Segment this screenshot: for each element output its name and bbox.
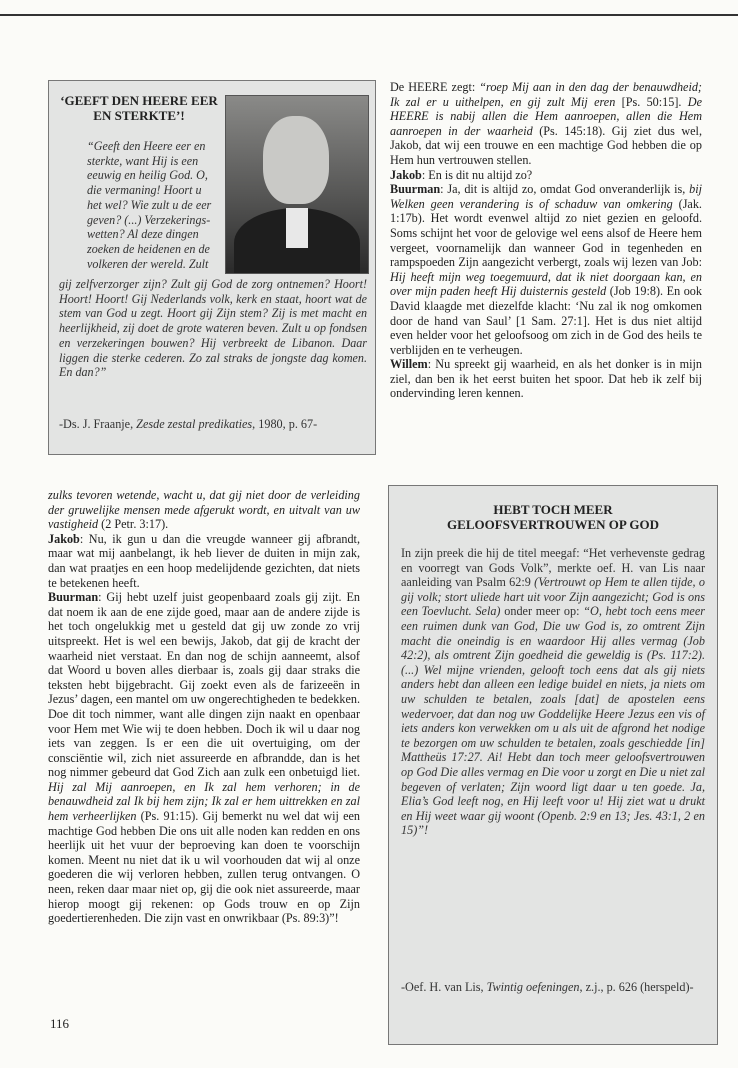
left-paragraph-jakob: Jakob: Nu, ik gun u dan die vreugde wanneer gij afbrandt, maar wat mij aanbelangt, ik heb liever de duiten in mijn zak, dan wat praatjes en een hoop medelijdende gezichten, dat niets te betekenen heeft. [48, 531, 360, 590]
quote-box-fraanje [48, 80, 376, 455]
right-paragraph-1: De HEERE zegt: “roep Mij aan in den dag der benauwdheid; Ik zal er u uithelpen, en gij zult Mij eren [Ps. 50:15]. De HEERE is nabij allen die Hem aanroepen, allen die Hem aanroepen in der waarheid (Ps. 145:18). Gij ziet dus wel, Jakob, dat wij een trouwe en een machtige God hebben die op Hem hun vertrouwen stellen. [390, 80, 702, 167]
box1-title: ‘GEEFT DEN HEERE EER EN STERKTE’! [60, 93, 218, 123]
quote-box-van-lis [388, 485, 718, 1045]
right-paragraph-willem: Willem: Nu spreekt gij waarheid, en als het donker is in mijn ziel, dan ben ik het eerst buiten het spoor. Dat heb ik zelf bij ondervinding leren kennen. [390, 357, 702, 401]
top-rule [0, 14, 738, 16]
left-paragraph-1: zulks tevoren wetende, wacht u, dat gij niet door de verleiding der gruwelijke mensen mede afgerukt wordt, en uitvalt van uw vastigheid (2 Petr. 3:17). [48, 488, 360, 532]
left-paragraph-buurman: Buurman: Gij hebt uzelf juist geopenbaard zoals gij zijt. En dat noem ik aan de ene zijde goed, maar aan de andere zijde is het toch ongelukkig met u gesteld dat gij uw zonde zo vrij uitspreekt. Het is wel een bewijs, Jakob, dat gij de kracht der waarheid niet verstaat. En dan nog de schijn aanneemt, alsof dat Woord u boven alles dierbaar is, zoals gij daar straks die teksten hebt bijgebracht. Gij zoekt even als de farizeeën in Jezus’ dagen, een mantel om uw ongerechtigheden te bedekken. Doe dit toch nimmer, want alle dingen zijn naakt en openbaar voor Hem met Wie wij te doen hebben. Doch ik wil u daar nog iets van zeggen. Is er een die uit overtuiging, om der consciëntie wil, zich niet assureerde en afbrandde, dan is het nog nimmer gebeurd dat God Zich aan zulk een onbetuigd liet. Hij zal Mij aanroepen, en Ik zal hem verhoren; in de benauwdheid zal Ik bij hem zijn; Ik zal er hem uittrekken en zal hem verheerlijken (Ps. 91:15). Gij bemerkt nu wel dat wij een machtige God hebben Die ons uit alle noden kan redden en ons heerlijk uit het vuur der beproeving kan doen te voorschijn komen. Meent nu niet dat ik u wil voorhouden dat wij al onze goederen die wij verloren hebben, zullen terug ontvangen. O neen, reken daar maar niet op, gij die ook niet assureerde, maar hierop moogt gij rekenen: op Gods trouw en op Zijn goedertierenheden. Die zijn vast en onwrikbaar (Ps. 89:3)”! [48, 590, 360, 926]
box2-source: -Oef. H. van Lis, Twintig oefeningen, z.j., p. 626 (herspeld)- [401, 980, 694, 994]
box1-quote-wide: gij zelfverzorger zijn? Zult gij God de zorg ontnemen? Hoort! Hoort! Hoort! Gij Nederlands volk, kerk en staat, hoort wat de stem van God u zegt. Hoort gij Zijn stem? Zij is met macht en heerlijkheid, zij doet de grote wateren beven. Zult u op fondsen en verzekeringen bouwen? Hij verbreekt de Libanon. Daar liggen die sterke cederen. Zo zal straks de jongste dag komen. En dan?” [59, 277, 367, 380]
box1-source: -Ds. J. Fraanje, Zesde zestal predikaties, 1980, p. 67- [59, 417, 318, 431]
box2-title: HEBT TOCH MEER GELOOFSVERTROUWEN OP GOD [447, 502, 659, 532]
right-column [390, 80, 702, 401]
left-column [48, 488, 360, 926]
right-paragraph-buurman: Buurman: Ja, dit is altijd zo, omdat God onveranderlijk is, bij Welken geen verandering is of schaduw van omkering (Jak. 1:17b). Het wordt evenwel altijd zo niet gezien en geloofd. Soms schijnt het voor de gelovige wel eens alsof de Heere hem vergeet, voornamelijk dan wanneer God in tegenheden en rampspoeden Zijn aangezicht verbergt, zoals wij lezen van Job: Hij heeft mijn weg toegemuurd, dat ik niet doorgaan kan, en over mijn paden heeft Hij duisternis gesteld (Job 19:8). En ook David klaagde met diezelfde klacht: ‘Nu zal ik nog omkomen door de hand van Saul’ [1 Sam. 27:1]. Het is dus niet altijd even helder voor het geloofsoog om zich in de God des heils te verblijden en te verheugen. [390, 182, 702, 357]
portrait-photo-icon [225, 95, 369, 274]
box2-content: In zijn preek die hij de titel meegaf: “Het verhevenste gedrag en voorregt van Gods Volk”, merkte oef. H. van Lis naar aanleiding van Psalm 62:9 (Vertrouwt op Hem te allen tijde, o gij volk; stort uliede hart uit voor Zijn aangezicht; God is ons een Toevlucht. Sela) onder meer op: “O, hebt toch eens meer een ruimen dunk van God, Die uw God is, zo omtrent Zijn macht die oneindig is en waardoor Hij alles vermag (Job 42:2), als omtrent Zijn goedheid die geweldig is (Ps. 117:2). (...) Wel mijne vrienden, gelooft toch eens dat als gij niets anders hebt dan alleen een ledige buidel en niets, ja niets om uw schulden te betalen, zoals [dat] de apostelen eens wedervoer, dat dan nog uw Goddelijke Heere Jezus een vis of iets anders kon verwekken om u als uit de afgrond het nodige te bezorgen om uw schulden te betalen, zoals geschiedde [in] Mattheüs 17:27. Ai! Hebt dan toch meer geloofsvertrouwen op God Die alles vermag en Die voor u zorgt en Die u niet zal begeven of verlaten; Zijn woord ligt daar u ten goede. Ja, Elia’s God leeft nog, en Hij leeft voor u! Hij ziet wat u drukt en Hij weet waar gij woont (Openb. 2:9 en 13; Jes. 43:1, 2 en 15)”! [401, 546, 705, 838]
right-paragraph-jakob: Jakob: En is dit nu altijd zo? [390, 167, 533, 182]
page-number: 116 [50, 1016, 70, 1031]
box1-quote-narrow: “Geeft den Heere eer en sterkte, want Hij is een eeuwig en heilig God. O, die vermaning! Hoort u het wel? Wie zult u de eer geven? (...) Verzekerings-wetten? Al deze dingen zoeken de heidenen en de volkeren der wereld. Zult [87, 139, 212, 271]
